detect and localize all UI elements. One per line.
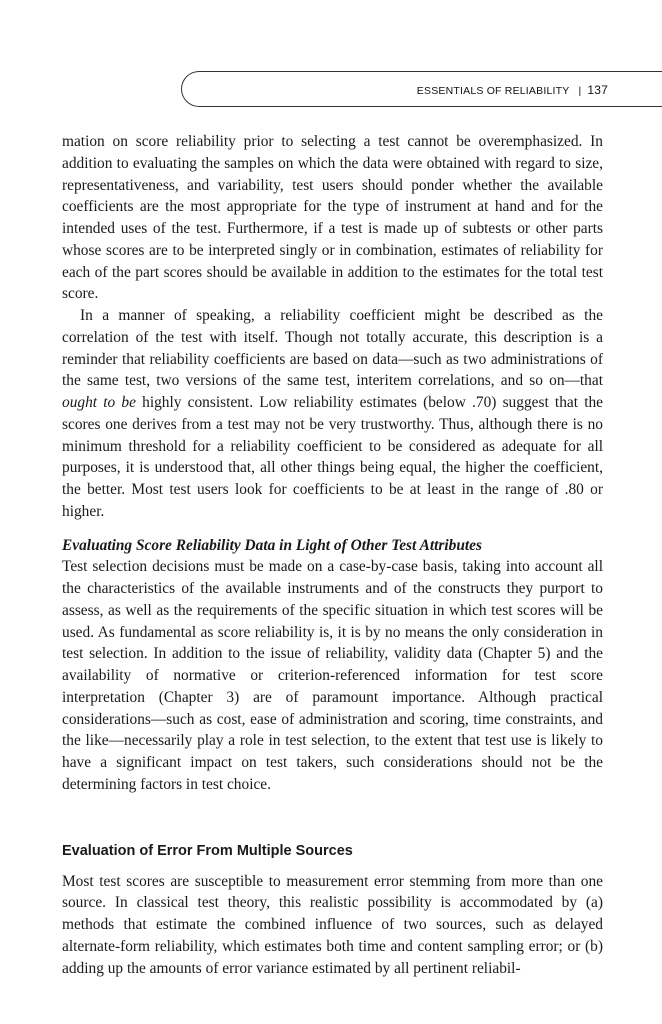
header-divider: | <box>578 85 582 97</box>
paragraph-continued: mation on score reliability prior to selecting a test cannot be overemphasized. In addition to evaluating the samples on which the data were obtained with regard to size, representativeness, and variability, test users should ponder whether the available coefficients are the most appropriate for the type of instrument at hand and for the intended uses of the test. Furthermore, if a test is made up of subtests or other parts whose scores are to be interpreted singly or in combination, estimates of reliability for each of the part scores should be available in addition to the estimates for the total test score. <box>62 133 603 303</box>
paragraph-reliability-coefficient <box>62 305 603 523</box>
paragraph-text: In a manner of speaking, a reliability coefficient might be described as the correlation of the test with itself. Though not totally accurate, this description is a reminder that reliability coefficients are based on data—such as two administrations of the same test, two versions of the same test, interitem correlations, and so on—that <box>62 307 603 390</box>
running-title: ESSENTIALS OF RELIABILITY <box>416 85 570 97</box>
page-body <box>62 131 603 979</box>
page-number: 137 <box>587 83 608 97</box>
paragraph-test-selection: Test selection decisions must be made on a case-by-case basis, taking into account all the characteristics of the available instruments and of the constructs they purport to assess, as well as the requirements of the specific situation in which test scores will be used. As fundamental as score reliability is, it is by no means the only consideration in test selection. In addition to the issue of reliability, validity data (Chapter 5) and the availability of normative or criterion-referenced information for test score interpretation (Chapter 3) are of paramount importance. Although practical considerations—such as cost, ease of administration and scoring, time constraints, and the like—necessarily play a role in test selection, to the extent that test use is likely to have a significant impact on test takers, such considerations should not be the determining factors in test choice. <box>62 558 603 793</box>
section-heading: Evaluation of Error From Multiple Sources <box>62 842 353 859</box>
paragraph-text: highly consistent. Low reliability estimates (below .70) suggest that the scores one derives from a test may not be very trustworthy. Thus, although there is no minimum threshold for a reliability coefficient to be considered as adequate for all purposes, it is understood that, all other things being equal, the higher the coefficient, the better. Most test users look for coefficients to be at least in the range of .80 or higher. <box>62 394 603 520</box>
subheading: Evaluating Score Reliability Data in Light of Other Test Attributes <box>62 536 483 554</box>
emphasis-text: ought to be <box>62 394 136 411</box>
running-header <box>417 83 608 97</box>
paragraph-multiple-sources: Most test scores are susceptible to measurement error stemming from more than one source. In classical test theory, this realistic possibility is accommodated by (a) methods that estimate the combined influence of two sources, such as delayed alternate-form reliability, which estimates both time and content sampling error; or (b) adding up the amounts of error variance estimated by all pertinent reliabil- <box>62 872 603 977</box>
